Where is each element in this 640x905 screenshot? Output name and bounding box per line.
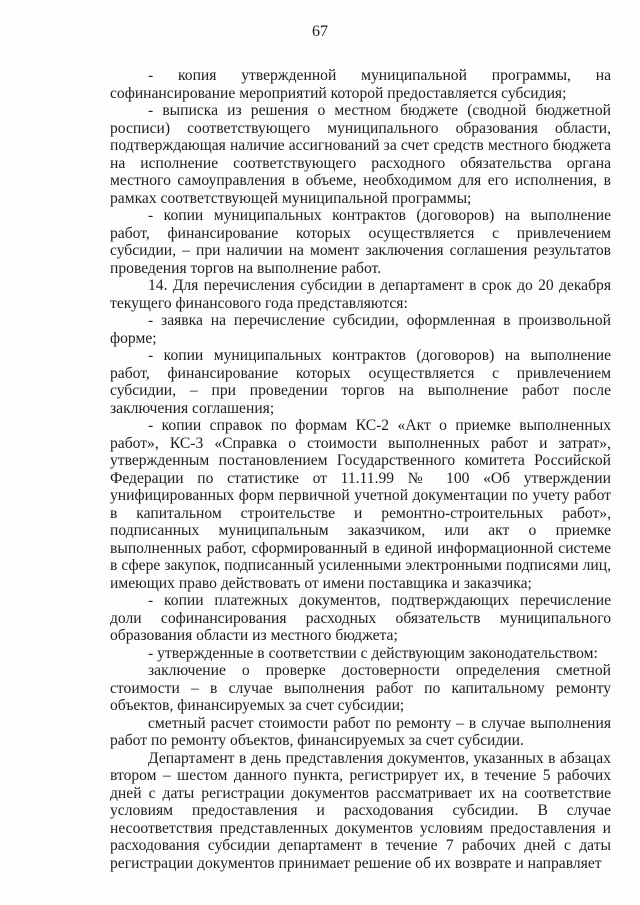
paragraph-approved-documents: - утвержденные в соответствии с действующим законодательством: (148, 644, 598, 662)
paragraph-program-copy: - копия утвержденной муниципальной программы, на софинансирование мероприятий которой предоставляется субсидия; (110, 67, 611, 102)
paragraph-department-review: Департамент в день представления документов, указанных в абзацах втором – шестом данного пункта, регистрирует их, в течение 5 рабочих дней с даты регистрации документов рассматривает их на соответствие условиям предоставления и расходования субсидии. В случае несоответствия представленных документов условиям предоставления и расходования субсидии департамент в течение 7 рабочих дней с даты регистрации документов принимает решение об их возврате и направляет (110, 749, 611, 872)
paragraph-payment-documents: - копии платежных документов, подтверждающих перечисление доли софинансирования расходных обязательств муниципального образования области из местного бюджета; (110, 592, 611, 644)
paragraph-contract-copies-after-tender: - копии муниципальных контрактов (договоров) на выполнение работ, финансирование которых осуществляется с привлечением субсидии, – при проведении торгов на выполнение работ после заключения соглашения; (110, 347, 611, 417)
paragraph-repair-estimate: сметный расчет стоимости работ по ремонту – в случае выполнения работ по ремонту объектов, финансируемых за счет субсидии. (110, 714, 611, 749)
paragraph-item-14: 14. Для перечисления субсидии в департамент в срок до 20 декабря текущего финансового года представляются: (110, 277, 611, 312)
paragraph-budget-extract: - выписка из решения о местном бюджете (сводной бюджетной росписи) соответствующего муниципального образования области, подтверждающая наличие ассигнований за счет средств местного бюджета на исполнение соответствующего расходного обязательства органа местного самоуправления в объеме, необходимом для его исполнения, в рамках соответствующей муниципальной программы; (110, 102, 611, 207)
page-number: 67 (312, 23, 328, 40)
paragraph-cost-verification: заключение о проверке достоверности определения сметной стоимости – в случае выполнения работ по капитальному ремонту объектов, финансируемых за счет субсидии; (110, 662, 611, 714)
document-body (110, 67, 611, 872)
paragraph-contract-copies: - копии муниципальных контрактов (договоров) на выполнение работ, финансирование которых осуществляется с привлечением субсидии, – при наличии на момент заключения соглашения результатов проведения торгов на выполнение работ. (110, 207, 611, 277)
paragraph-transfer-request: - заявка на перечисление субсидии, оформленная в произвольной форме; (110, 312, 611, 347)
paragraph-ks-forms: - копии справок по формам КС-2 «Акт о приемке выполненных работ», КС-3 «Справка о стоимости выполненных работ и затрат», утвержденным постановлением Государственного комитета Российской Федерации по статистике от 11.11.99 № 100 «Об утверждении унифицированных форм первичной учетной документации по учету работ в капитальном строительстве и ремонтно-строительных работ», подписанных муниципальным заказчиком, или акт о приемке выполненных работ, сформированный в единой информационной системе в сфере закупок, подписанный усиленными электронными подписями лиц, имеющих право действовать от имени поставщика и заказчика; (110, 417, 611, 592)
